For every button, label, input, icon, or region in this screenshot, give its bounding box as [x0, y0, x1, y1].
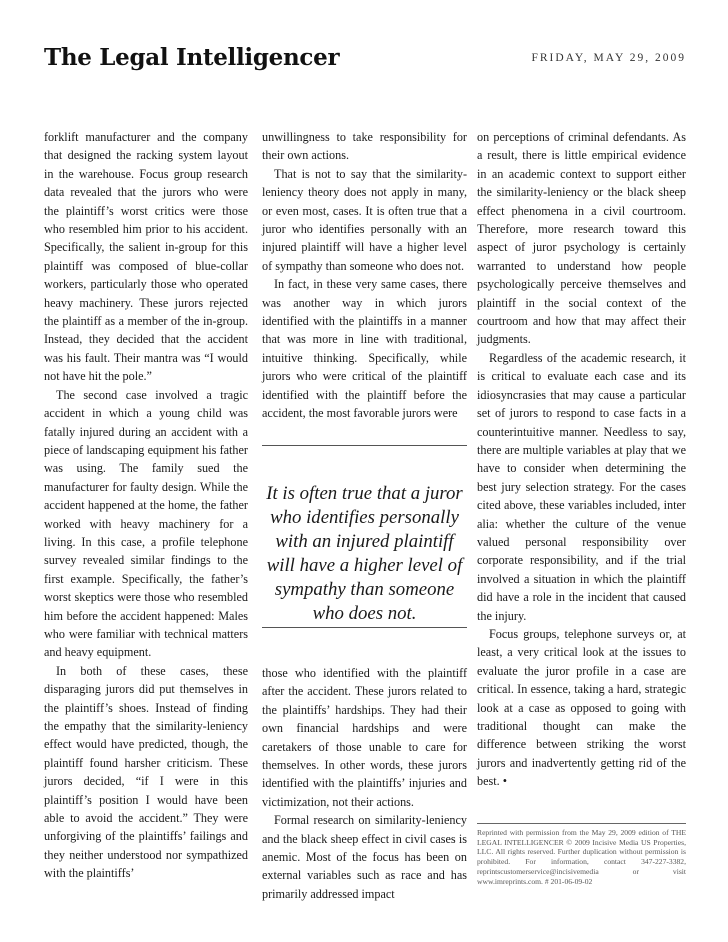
article-paragraph: unwillingness to take responsibility for their own actions. [262, 130, 467, 163]
reprint-notice [477, 823, 686, 886]
article-column-2-top [262, 128, 467, 423]
reprint-notice-text: Reprinted with permission from the May 29, 2009 edition of THE LEGAL INTELLIGENCER © 2009 Incisive Media US Properties, LLC. All rights reserved. Further duplication without permission is prohibited. For information, contact 347-227-3382, reprintscustomerservice@incisivemedia or visit www.imreprints.com. # 201-06-09-02 [477, 828, 686, 886]
article-paragraph: on perceptions of criminal defendants. As a result, there is little empirical evidence in an academic context to support either the similarity-leniency or the black sheep effect phenomena in a civil courtroom. Therefore, more research toward this aspect of juror psychology is certainly warranted to understand how people psychologically perceive themselves and plaintiff in the social context of the courtroom and how that may affect their judgments. [477, 130, 686, 347]
article-column-2-bottom [262, 664, 467, 903]
article-column-1 [44, 128, 248, 883]
article-column-3 [477, 128, 686, 791]
pull-quote [262, 445, 467, 628]
article-paragraph: That is not to say that the similarity-leniency theory does not apply in many, or even most, cases. It is often true that a juror who identifies personally with an injured plaintiff will have a higher level of sympathy than someone who does not. [262, 166, 467, 273]
article-paragraph: Focus groups, telephone surveys or, at least, a very critical look at the issues to evaluate the juror profile in a case are critical. In essence, taking a hard, strategic look at a case as opposed to going with traditional thought can make the difference between striking the worst jurors and inadvertently getting rid of the best. • [477, 626, 686, 789]
article-paragraph: those who identified with the plaintiff after the accident. These jurors related to the plaintiffs’ hardships. They had their own financial hardships and were caretakers of those unable to care for themselves. In other words, these jurors identified with the plaintiffs’ injuries and victimization, not their actions. [262, 666, 467, 809]
article-paragraph: Formal research on similarity-leniency and the black sheep effect in civil cases is anemic. Most of the focus has been on external variables such as race and has primarily addressed impact [262, 813, 467, 901]
article-paragraph: In fact, in these very same cases, there was another way in which jurors identified with the plaintiffs in a manner that was more in line with traditional, intuitive thinking. Specifically, while jurors who were critical of the plaintiff identified with the plaintiff before the accident, the most favorable jurors were [262, 277, 467, 421]
article-paragraph: The second case involved a tragic accident in which a young child was fatally injured during an accident with a piece of landscaping equipment his father was using. The family sued the manufacturer for faulty design. While the accident happened at the home, the father worked with heavy machinery for a living. In this case, a profile telephone survey revealed similar findings to the first example. Specifically, the father’s worst skeptics were those who resembled him before the accident happened: Males who were familiar with technical matters and heavy equipment. [44, 387, 248, 660]
article-paragraph: forklift manufacturer and the company that designed the racking system layout in the warehouse. Focus group research data revealed that the jurors who were the plaintiff’s worst critics were those who resembled him prior to his accident. Specifically, the salient in-group for this plaintiff was composed of blue-collar workers, particularly those who operated heavy machinery. These jurors rejected the plaintiff as a member of the in-group. Instead, they decided that the accident was his fault. Their mantra was “I would not have hit the pole.” [44, 130, 248, 384]
article-paragraph: In both of these cases, these disparaging jurors did put themselves in the plaintiff’s shoes. Instead of finding the empathy that the similarity-leniency effect would have predicted, though, the plaintiff found harsher criticism. These jurors decided, “if I were in this plaintiff’s position I would have been able to avoid the accident.” They were unforgiving of the plaintiffs’ failings and they neither understood nor sympathized with the plaintiffs’ [44, 663, 248, 881]
article-paragraph: Regardless of the academic research, it is critical to evaluate each case and its idiosyncrasies that may cause a particular set of jurors to respond to case facts in a counterintuitive manner. Needless to say, there are multiple variables at play that we have to consider when determining the best jury selection strategy. For the cases cited above, these variables included, inter alia: whether the culture of the venue valued personal responsibility over corporate responsibility, and if the trial involved a situation in which the plaintiff did have a role in the incident that caused the injury. [477, 350, 686, 623]
masthead-logo: The Legal Intelligencer [44, 44, 340, 71]
pull-quote-text: It is often true that a juror who identifies personally with an injured plaintiff will have a higher level of sympathy than someone who does not. [266, 483, 463, 624]
publication-date: FRIDAY, MAY 29, 2009 [531, 52, 686, 64]
